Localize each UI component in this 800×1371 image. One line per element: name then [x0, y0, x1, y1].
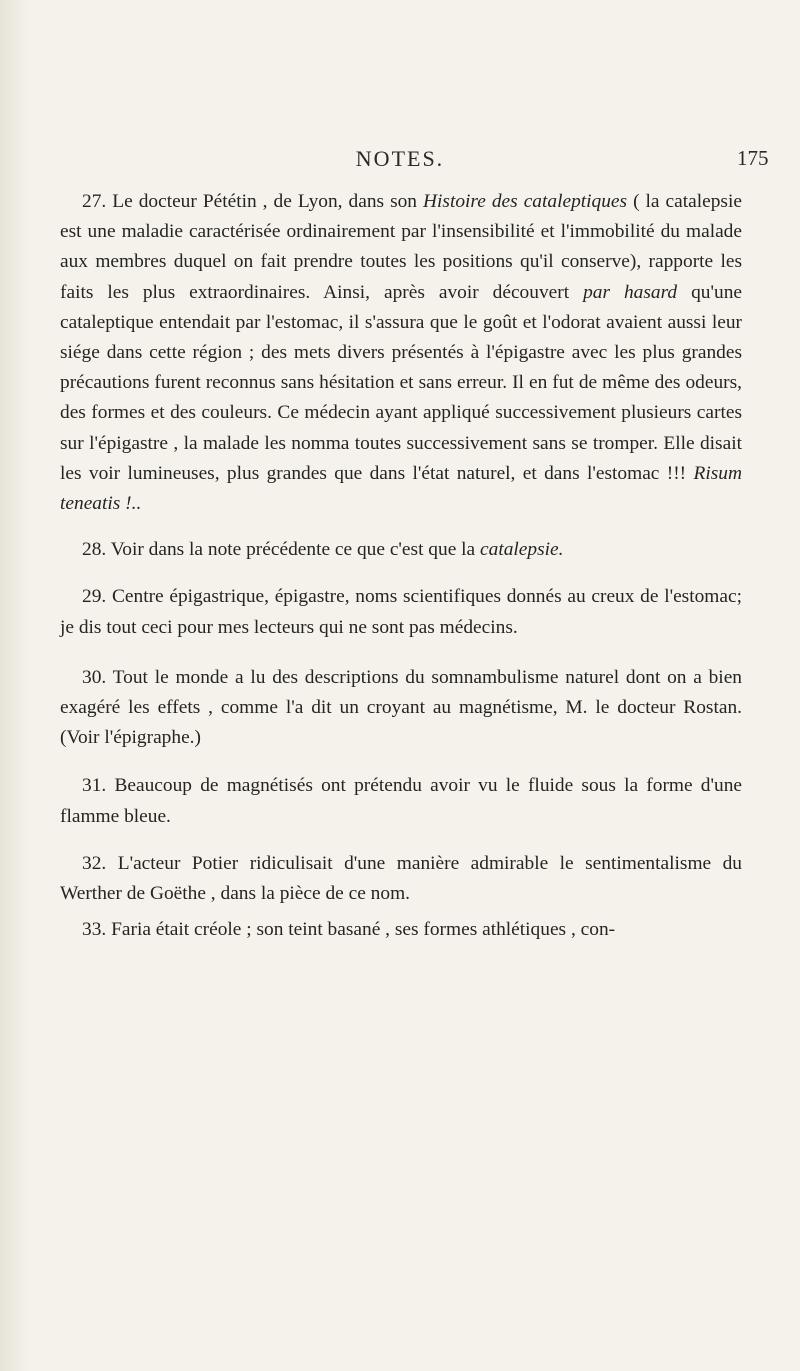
latin-quote: Risum teneatis !.. [60, 462, 742, 515]
note-29 [60, 582, 742, 642]
note-32-paragraph [60, 849, 742, 909]
note-number: 32. [82, 852, 107, 874]
note-text: Voir dans la note précédente ce que c'est que la [110, 539, 476, 561]
note-number: 29. [82, 586, 107, 608]
note-30-paragraph [60, 663, 742, 754]
note-31 [60, 771, 742, 831]
page-number: 175 [737, 146, 769, 170]
note-33-paragraph [60, 915, 742, 945]
note-number: 27. [82, 191, 107, 212]
note-text: Centre épigastrique, épigastre, noms scientifiques donnés au creux de l'estomac; je dis tout ceci pour mes lecteurs qui ne sont pas médecins. [60, 586, 742, 638]
italic-phrase: par hasard [583, 281, 678, 303]
book-title: Histoire des cataleptiques [423, 191, 628, 212]
note-text: Faria était créole ; son teint basané , ses formes athlétiques , con- [111, 919, 616, 941]
note-27-paragraph [60, 187, 742, 519]
page-edge-shadow [0, 0, 30, 1371]
note-text: ( la catalepsie est une maladie caractérisée ordinairement par l'insensibilité et l'immobilité du malade aux membres duquel on fait prendre toutes les positions qu'il conserve), rapporte les faits les plus extraordinaires. Ainsi, après avoir découvert [60, 191, 742, 303]
note-number: 31. [82, 775, 107, 797]
note-30 [60, 663, 742, 754]
note-text: Tout le monde a lu des descriptions du somnambulisme naturel dont on a bien exagéré les effets , comme l'a dit un croyant au magnétisme, M. le docteur Rostan. (Voir l'épigraphe.) [60, 666, 743, 749]
note-33 [60, 915, 742, 945]
note-28-paragraph [60, 535, 742, 565]
note-text: L'acteur Potier ridiculisait d'une manière admirable le sentimentalisme du Werther de Goëthe , dans la pièce de ce nom. [60, 852, 742, 905]
note-text: Le docteur Pététin , de Lyon, dans son [112, 191, 418, 212]
note-number: 30. [82, 666, 107, 688]
note-number: 28. [82, 539, 107, 561]
note-29-paragraph [60, 582, 742, 642]
note-text: Beaucoup de magnétisés ont prétendu avoir vu le fluide sous la forme d'une flamme bleue. [60, 775, 742, 827]
note-32 [60, 849, 742, 909]
running-title: NOTES. [355, 146, 445, 171]
note-text: qu'une cataleptique entendait par l'estomac, il s'assura que le goût et l'odorat avaient aussi leur siége dans cette région ; des mets divers présentés à l'épigastre avec les plus grandes précautions furent reconnus sans hésitation et sans erreur. Il en fut de même des odeurs, des formes et des couleurs. Ce médecin ayant appliqué successivement plusieurs cartes sur l'épigastre , la malade les nomma toutes successivement sans se tromper. Elle disait les voir lumineuses, plus grandes que dans l'état naturel, et dans l'estomac !!! [60, 281, 742, 484]
note-27 [60, 187, 742, 519]
note-number: 33. [82, 919, 107, 941]
notes-body [60, 187, 742, 945]
note-28 [60, 535, 742, 565]
note-31-paragraph [60, 771, 742, 831]
italic-term: catalepsie. [480, 539, 564, 561]
